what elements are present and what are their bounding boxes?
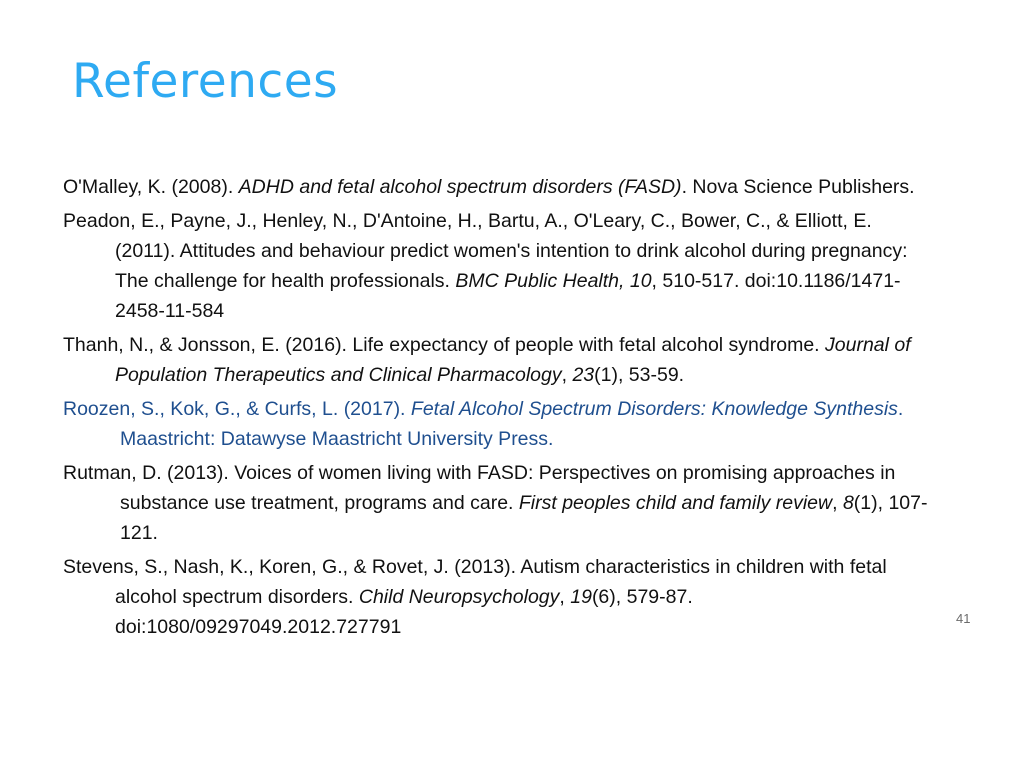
- reference-volume: 8: [842, 492, 854, 514]
- reference-list: [63, 172, 933, 646]
- reference-text: . Maastricht: Datawyse Maastricht University Press.: [120, 398, 904, 450]
- reference-title: BMC Public Health, 10: [455, 270, 652, 292]
- reference-text: Rutman, D. (2013). Voices of women living with FASD: Perspectives on promising approaches in substance use treatment, programs and care.: [63, 462, 896, 514]
- reference-text: . Nova Science Publishers.: [681, 176, 915, 198]
- reference-text: Peadon, E., Payne, J., Henley, N., D'Antoine, H., Bartu, A., O'Leary, C., Bower, C., & Elliott, E. (2011). Attitudes and behaviour predict women's intention to drink alcohol during pregnancy: The challenge for health professionals.: [63, 210, 908, 292]
- reference-omalley: [63, 172, 933, 202]
- reference-text: , 510-517. doi:10.1186/1471-2458-11-584: [115, 270, 901, 322]
- reference-thanh: [63, 330, 933, 390]
- reference-text: Thanh, N., & Jonsson, E. (2016). Life expectancy of people with fetal alcohol syndrome.: [63, 334, 826, 356]
- reference-volume: 23: [572, 364, 595, 386]
- reference-text: Roozen, S., Kok, G., & Curfs, L. (2017).: [63, 398, 411, 420]
- reference-text: O'Malley, K. (2008).: [63, 176, 239, 198]
- reference-title: First peoples child and family review: [518, 492, 833, 514]
- reference-volume: 19: [570, 586, 592, 608]
- reference-text: ,: [832, 492, 843, 514]
- reference-title: Journal of Population Therapeutics and Clinical Pharmacology: [115, 334, 911, 386]
- reference-text: Stevens, S., Nash, K., Koren, G., & Rovet, J. (2013). Autism characteristics in children with fetal alcohol spectrum disorders.: [63, 556, 887, 608]
- reference-rutman: [63, 458, 933, 548]
- page-number: 41: [956, 611, 971, 626]
- reference-peadon: [63, 206, 933, 326]
- reference-text: (1), 53-59.: [594, 364, 685, 386]
- reference-title: Child Neuropsychology: [358, 586, 560, 608]
- page-title: References: [72, 54, 339, 109]
- reference-stevens: [63, 552, 933, 642]
- reference-title: Fetal Alcohol Spectrum Disorders: Knowledge Synthesis: [410, 398, 898, 420]
- reference-text: (6), 579-87. doi:1080/09297049.2012.727791: [115, 586, 693, 638]
- reference-text: ,: [559, 586, 571, 608]
- reference-title: ADHD and fetal alcohol spectrum disorders (FASD): [238, 176, 682, 198]
- reference-text: (1), 107-121.: [120, 492, 928, 544]
- reference-text: ,: [561, 364, 573, 386]
- reference-roozen-link[interactable]: [63, 394, 933, 454]
